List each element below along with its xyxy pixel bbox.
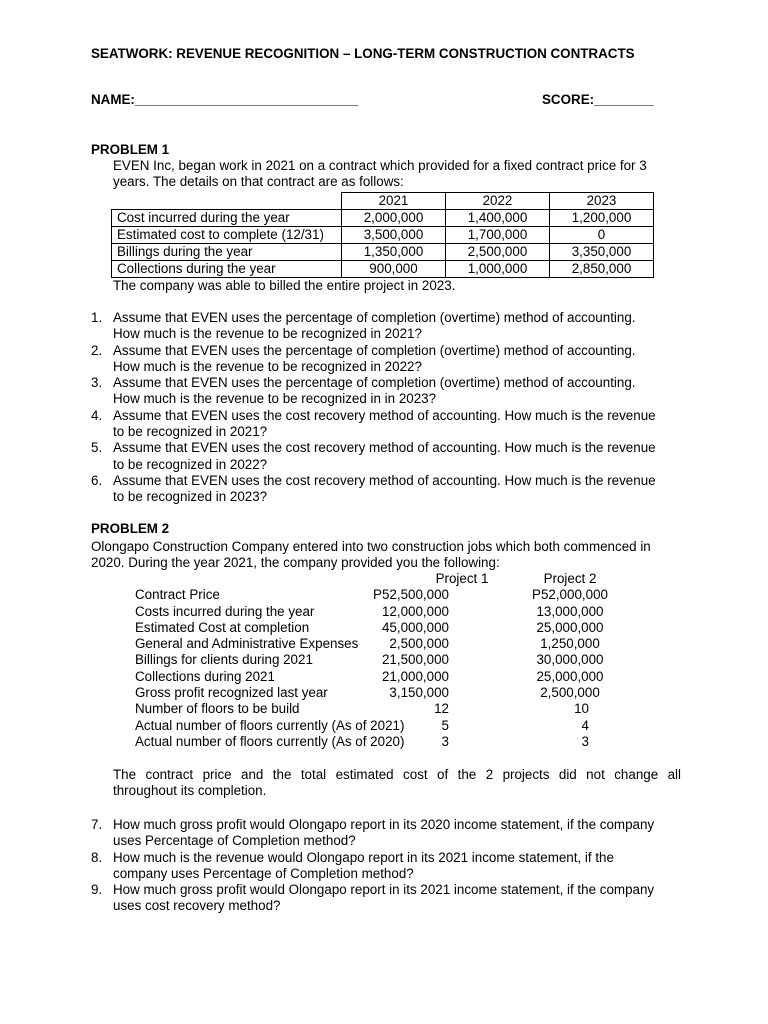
problem1-heading: PROBLEM 1	[91, 142, 170, 157]
problem2-intro-line: Olongapo Construction Company entered into two construction jobs which both commenced in	[91, 539, 651, 554]
question-number: 5.	[91, 440, 103, 456]
project1-value: 45,000,000	[381, 619, 449, 635]
problem1-questions	[91, 310, 683, 506]
cell-value: 1,000,000	[446, 261, 550, 278]
table-row	[112, 261, 654, 278]
project1-value: 12	[434, 701, 449, 717]
table-row	[135, 669, 615, 685]
problem1-intro	[113, 158, 673, 191]
cell-value: 2,850,000	[550, 261, 654, 278]
cell-value: 2,500,000	[446, 244, 550, 261]
project1-value: 3	[441, 733, 449, 749]
problem2-table	[135, 571, 615, 750]
question-number: 9.	[91, 882, 103, 898]
question-number: 3.	[91, 375, 103, 391]
question-text: How much is the revenue to be recognized in 2021?	[113, 326, 422, 342]
project2-value: 25,000,000	[536, 668, 604, 684]
project2-value: 3	[581, 733, 589, 749]
row-label: Estimated Cost at completion	[135, 619, 310, 635]
question-number: 4.	[91, 407, 103, 423]
question-number: 7.	[91, 817, 103, 832]
question-text: to be recognized in 2021?	[113, 424, 268, 440]
project2-value: P52,000,000	[532, 587, 608, 603]
problem1-intro-line: EVEN Inc, began work in 2021 on a contract which provided for a fixed contract price for 3	[113, 158, 647, 173]
row-label: Collections during the year	[112, 261, 342, 278]
row-label: Actual number of floors currently (As of 2021)	[135, 717, 405, 733]
score-field-label: SCORE:________	[542, 92, 654, 107]
question-text: Assume that EVEN uses the cost recovery method of accounting. How much is the revenue	[113, 440, 656, 456]
cell-value: 1,400,000	[446, 210, 550, 227]
project1-value: P52,500,000	[373, 587, 449, 603]
project2-value: 30,000,000	[536, 652, 604, 668]
name-field-label: NAME:______________________________	[91, 92, 359, 107]
question-item	[91, 882, 683, 915]
table-row	[112, 227, 654, 244]
problem1-table	[111, 192, 654, 278]
project2-value: 2,500,000	[540, 685, 600, 701]
question-item	[91, 440, 683, 473]
cell-value: 0	[550, 227, 654, 244]
question-text: uses cost recovery method?	[113, 898, 281, 914]
problem1-note: The company was able to billed the entire project in 2023.	[113, 278, 456, 293]
row-label: Contract Price	[135, 587, 220, 603]
table-row	[135, 587, 615, 603]
paragraph-line: The contract price and the total estimated cost of the 2 projects did not change all	[113, 767, 681, 782]
cell-value: 1,350,000	[342, 244, 446, 261]
question-text: How much gross profit would Olongapo report in its 2020 income statement, if the company	[113, 817, 655, 832]
row-label: Billings during the year	[112, 244, 342, 261]
table-row	[112, 244, 654, 261]
project1-value: 2,500,000	[389, 636, 449, 652]
row-label: Number of floors to be build	[135, 701, 300, 717]
problem2-heading: PROBLEM 2	[91, 521, 170, 536]
question-item	[91, 817, 683, 850]
table-header-row	[135, 571, 615, 587]
cell-value: 3,350,000	[550, 244, 654, 261]
row-label: Actual number of floors currently (As of 2020)	[135, 733, 405, 749]
question-text: company uses Percentage of Completion method?	[113, 865, 414, 881]
table-header-year: 2021	[342, 193, 446, 210]
question-text: Assume that EVEN uses the percentage of completion (overtime) method of accounting.	[113, 310, 636, 325]
page-title: SEATWORK: REVENUE RECOGNITION – LONG-TERM CONSTRUCTION CONTRACTS	[91, 46, 635, 61]
row-label: Gross profit recognized last year	[135, 685, 328, 701]
question-item	[91, 310, 683, 343]
row-label: Billings for clients during 2021	[135, 652, 313, 668]
question-text: How much is the revenue would Olongapo report in its 2021 income statement, if the	[113, 849, 614, 865]
question-item	[91, 473, 683, 506]
problem2-paragraph	[113, 767, 681, 800]
table-row	[135, 701, 615, 717]
question-text: Assume that EVEN uses the percentage of completion (overtime) method of accounting.	[113, 375, 636, 391]
column-header-project2: Project 2	[543, 571, 597, 586]
project1-value: 12,000,000	[381, 603, 449, 619]
question-text: Assume that EVEN uses the cost recovery method of accounting. How much is the revenue	[113, 472, 656, 488]
row-label: Collections during 2021	[135, 668, 275, 684]
project2-value: 10	[574, 701, 589, 717]
project2-value: 13,000,000	[536, 603, 604, 619]
question-text: How much gross profit would Olongapo report in its 2021 income statement, if the company	[113, 882, 655, 898]
row-label: Costs incurred during the year	[135, 603, 315, 619]
cell-value: 2,000,000	[342, 210, 446, 227]
table-header-year: 2023	[550, 193, 654, 210]
question-text: Assume that EVEN uses the percentage of completion (overtime) method of accounting.	[113, 342, 636, 358]
project2-value: 1,250,000	[540, 636, 600, 652]
table-row	[135, 636, 615, 652]
problem1-intro-line: years. The details on that contract are as follows:	[113, 174, 404, 190]
problem2-intro	[91, 539, 683, 572]
problem2-intro-line: 2020. During the year 2021, the company provided you the following:	[91, 555, 500, 571]
project1-value: 21,500,000	[381, 652, 449, 668]
row-label: Cost incurred during the year	[112, 210, 342, 227]
table-row	[135, 734, 615, 750]
cell-value: 900,000	[342, 261, 446, 278]
cell-value: 3,500,000	[342, 227, 446, 244]
row-label: General and Administrative Expenses	[135, 636, 359, 652]
question-text: Assume that EVEN uses the cost recovery method of accounting. How much is the revenue	[113, 407, 656, 423]
project2-value: 25,000,000	[536, 619, 604, 635]
question-number: 1.	[91, 310, 103, 325]
table-header-row	[112, 193, 654, 210]
table-row	[135, 685, 615, 701]
table-row	[135, 604, 615, 620]
question-item	[91, 375, 683, 408]
table-row	[135, 718, 615, 734]
column-header-project1: Project 1	[435, 571, 489, 586]
question-text: uses Percentage of Completion method?	[113, 833, 356, 849]
table-row	[135, 620, 615, 636]
question-text: How much is the revenue to be recognized in in 2023?	[113, 391, 437, 407]
question-number: 6.	[91, 472, 103, 488]
row-label: Estimated cost to complete (12/31)	[112, 227, 342, 244]
question-text: How much is the revenue to be recognized in 2022?	[113, 358, 422, 374]
project1-value: 3,150,000	[389, 685, 449, 701]
question-item	[91, 850, 683, 883]
question-text: to be recognized in 2022?	[113, 456, 268, 472]
table-header-blank	[112, 193, 342, 210]
question-item	[91, 408, 683, 441]
question-text: to be recognized in 2023?	[113, 489, 268, 505]
table-header-year: 2022	[446, 193, 550, 210]
project2-value: 4	[581, 717, 589, 733]
cell-value: 1,200,000	[550, 210, 654, 227]
question-item	[91, 343, 683, 376]
cell-value: 1,700,000	[446, 227, 550, 244]
project1-value: 21,000,000	[381, 668, 449, 684]
question-number: 8.	[91, 849, 103, 865]
table-row	[135, 652, 615, 668]
table-row	[112, 210, 654, 227]
project1-value: 5	[441, 717, 449, 733]
question-number: 2.	[91, 342, 103, 358]
problem2-questions	[91, 817, 683, 915]
paragraph-line: throughout its completion.	[113, 783, 267, 799]
